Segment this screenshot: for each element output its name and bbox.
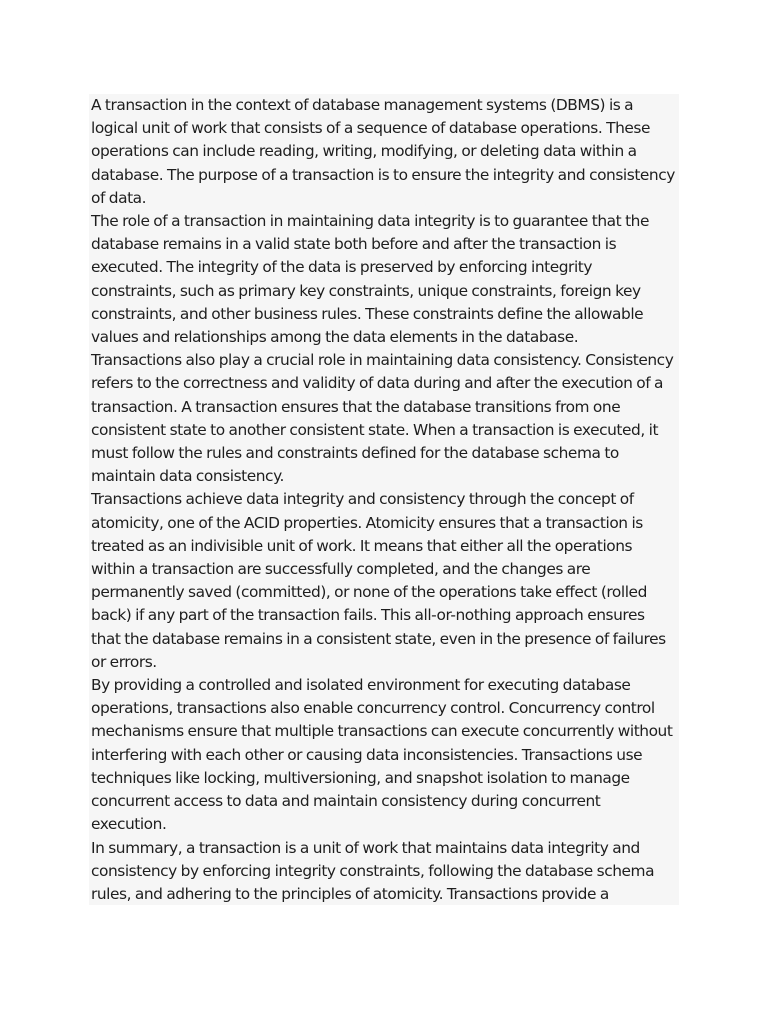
- paragraph: Transactions also play a crucial role in maintaining data consistency. Consistency refers to the correctness and validity of data during and after the execution of a transaction. A transaction ensures that the database transitions from one consistent state to another consistent state. When a transaction is executed, it must follow the rules and constraints defined for the database schema to maintain data consistency.: [91, 351, 674, 486]
- paragraph: By providing a controlled and isolated environment for executing database operations, transactions also enable concurrency control. Concurrency control mechanisms ensure that multiple transactions can execute concurrently without interfering with each other or causing data inconsistencies. Transactions use techniques like locking, multiversioning, and snapshot isolation to manage concurrent access to data and maintain consistency during concurrent execution.: [91, 676, 673, 834]
- paragraph: Transactions achieve data integrity and consistency through the concept of atomicity, one of the ACID properties. Atomicity ensures that a transaction is treated as an indivisible unit of work. It means that either all the operations within a transaction are successfully completed, and the changes are permanently saved (committed), or none of the operations take effect (rolled back) if any part of the transaction fails. This all-or-nothing approach ensures that the database remains in a consistent state, even in the presence of failures or errors.: [91, 490, 666, 671]
- paragraph: A transaction in the context of database management systems (DBMS) is a logical unit of work that consists of a sequence of database operations. These operations can include reading, writing, modifying, or deleting data within a database. The purpose of a transaction is to ensure the integrity and consistency of data.: [91, 96, 675, 207]
- paragraph: In summary, a transaction is a unit of work that maintains data integrity and consistency by enforcing integrity constraints, following the database schema rules, and adhering to the principles of atomicity. Transactions provide a: [91, 838, 655, 903]
- paragraph: The role of a transaction in maintaining data integrity is to guarantee that the database remains in a valid state both before and after the transaction is executed. The integrity of the data is preserved by enforcing integrity constraints, such as primary key constraints, unique constraints, foreign key constraints, and other business rules. These constraints define the allowable values and relationships among the data elements in the database.: [91, 212, 649, 347]
- text-block: [89, 94, 679, 905]
